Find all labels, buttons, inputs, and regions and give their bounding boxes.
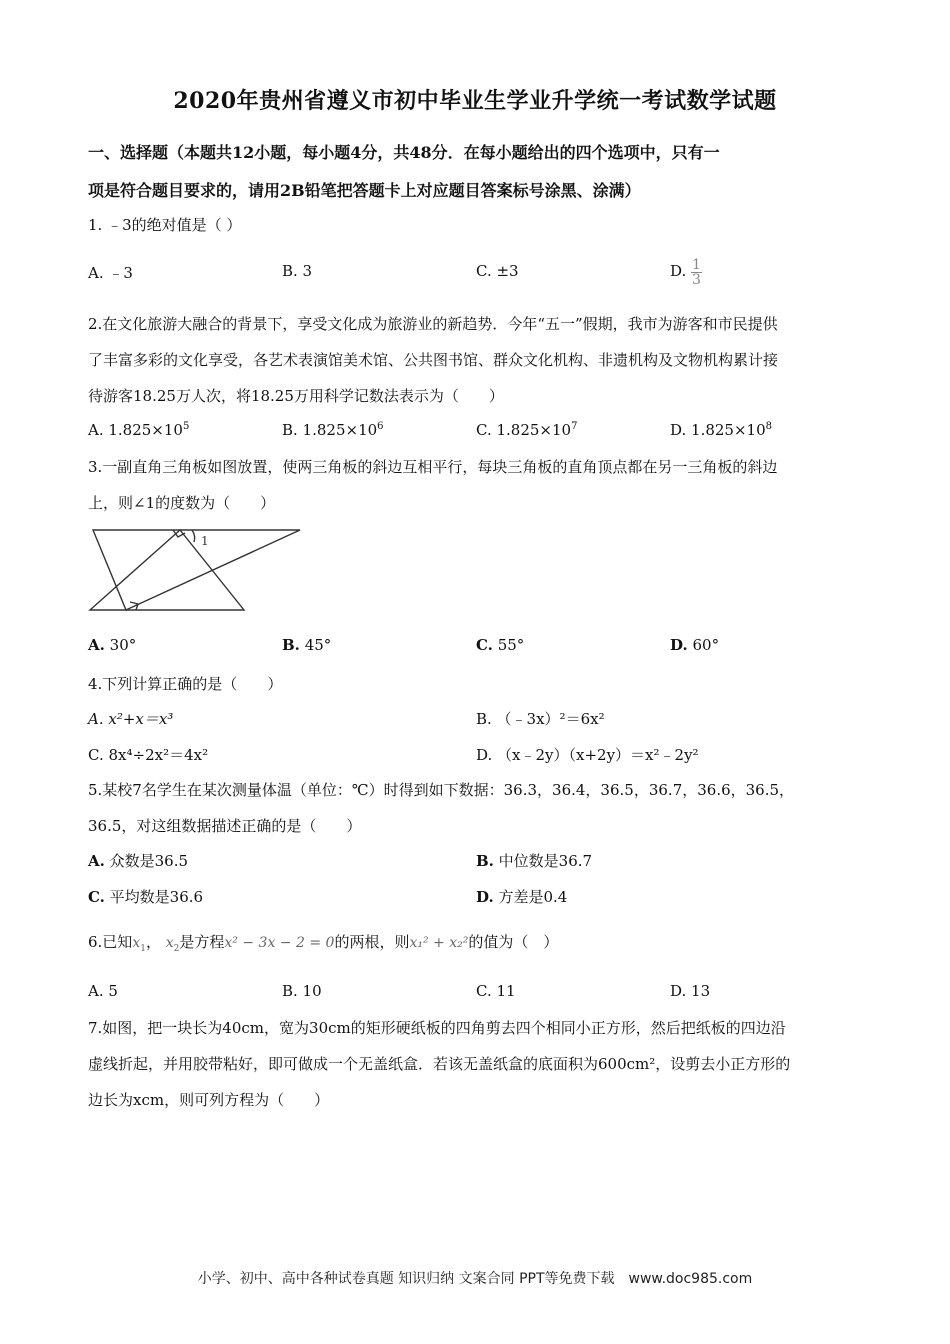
question-2-option-a	[88, 421, 189, 439]
question-3-option-a	[88, 636, 136, 654]
option-c-text: 55°	[497, 636, 525, 654]
question-1-option-d	[670, 252, 702, 287]
option-b-text: 45°	[304, 636, 332, 654]
question-5-line-1: 5.某校7名学生在某次测量体温（单位：℃）时得到如下数据：36.3，36.4，36.5，36.7，36.6，36.5，	[88, 781, 795, 799]
math-equation: x² − 3x − 2 = 0	[224, 935, 335, 951]
question-1-option-d-label: D.	[670, 262, 687, 280]
question-2-line-3: 待游客18.25万人次，将18.25万用科学记数法表示为（ ）	[88, 387, 504, 405]
section-heading	[88, 136, 868, 208]
angle-1-label: 1	[201, 534, 209, 548]
question-6-option-d: D. 13	[670, 982, 711, 1000]
q6-suffix: 的值为（ ）	[468, 933, 559, 951]
math-x1	[132, 935, 146, 954]
option-b-text: 中位数是36.7	[493, 852, 593, 870]
question-3-line-1: 3.一副直角三角板如图放置，使两三角板的斜边互相平行，每块三角板的直角顶点都在另一三角板的斜边	[88, 458, 778, 476]
question-2-option-b	[282, 421, 384, 439]
option-b-text: B. 1.825×10	[282, 421, 378, 439]
question-3-line-2: 上，则∠1的度数为（ ）	[88, 494, 276, 512]
question-5-option-b	[476, 850, 592, 871]
question-3-option-d	[670, 636, 719, 654]
option-d-text: 60°	[692, 636, 720, 654]
q6-prefix: 6.已知	[88, 933, 133, 951]
question-7-line-2: 虚线折起，并用胶带粘好，即可做成一个无盖纸盒．若该无盖纸盒的底面积为600cm²，设剪去小正方形的	[88, 1055, 791, 1073]
question-4-stem: 4.下列计算正确的是（ ）	[88, 675, 283, 693]
question-6-stem	[88, 931, 558, 954]
option-a-exponent: 5	[182, 421, 190, 432]
x1-letter: x	[132, 935, 141, 951]
section-heading-line-1: 一、选择题（本题共12小题，每小题4分，共48分．在每小题给出的四个选项中，只有一	[88, 143, 720, 162]
fraction-denominator: 3	[692, 271, 701, 288]
option-a-text: 众数是36.5	[104, 852, 189, 870]
question-5-option-d	[476, 886, 567, 907]
option-d-text: 方差是0.4	[493, 888, 568, 906]
option-b-exponent: 6	[377, 421, 384, 432]
lower-triangle-ruler	[90, 530, 244, 610]
math-x2	[165, 935, 180, 954]
option-c-letter: C.	[476, 636, 493, 654]
question-6-option-c: C. 11	[476, 982, 516, 1000]
question-1-option-b: B. 3	[282, 262, 313, 280]
triangle-rulers-figure	[88, 524, 303, 614]
option-d-letter: D.	[670, 636, 688, 654]
option-d-exponent: 8	[765, 421, 772, 432]
question-4-option-d: D. （x﹣2y）（x+2y）＝x²﹣2y²	[476, 746, 699, 764]
question-4-option-b: B. （﹣3x）²＝6x²	[476, 710, 605, 728]
option-b-letter: B.	[282, 636, 300, 654]
question-5-option-c	[88, 886, 203, 907]
question-2-line-2: 了丰富多彩的文化享受，各艺术表演馆美术馆、公共图书馆、群众文化机构、非遗机构及文物机构累计接	[88, 351, 779, 369]
question-1-stem: 1. ﹣3的绝对值是（ ）	[88, 216, 242, 234]
section-heading-line-2: 项是符合题目要求的，请用2B铅笔把答题卡上对应题目答案标号涂黑、涂满）	[88, 181, 641, 200]
option-c-text: 平均数是36.6	[104, 888, 204, 906]
page-footer: 小学、初中、高中各种试卷真题 知识归纳 文案合同 PPT等免费下载 www.doc985.com	[197, 1271, 753, 1287]
option-a-text: 30°	[109, 636, 137, 654]
question-2-line-1: 2.在文化旅游大融合的背景下，享受文化成为旅游业的新趋势．今年“五一”假期，我市为游客和市民提供	[88, 315, 778, 333]
option-a-letter: A.	[88, 852, 105, 870]
angle-1-arc	[192, 530, 195, 542]
option-a-letter: A.	[88, 636, 105, 654]
option-c-text: C. 1.825×10	[476, 421, 572, 439]
option-a-text: A. 1.825×10	[88, 421, 183, 439]
q6-middle-text: 是方程	[179, 933, 225, 951]
q6-middle-text-2: 的两根，则	[334, 933, 410, 951]
fraction-numerator: 1	[692, 256, 701, 273]
question-3-option-c	[476, 636, 524, 654]
option-d-letter: D.	[476, 888, 494, 906]
question-4-option-c: C. 8x⁴÷2x²＝4x²	[88, 746, 209, 764]
question-4-option-a: A. x²+x＝x³	[88, 710, 174, 728]
x2-letter: x	[165, 935, 174, 951]
question-7-line-3: 边长为xcm，则可列方程为（ ）	[88, 1091, 330, 1109]
page-title: 2020年贵州省遵义市初中毕业生学业升学统一考试数学试题	[173, 88, 777, 114]
question-1-option-c: C. ±3	[476, 262, 519, 280]
fraction-one-third	[691, 258, 702, 287]
option-c-exponent: 7	[571, 421, 578, 432]
question-6-option-b: B. 10	[282, 982, 322, 1000]
x2-subscript: 2	[173, 943, 180, 954]
option-c-letter: C.	[88, 888, 105, 906]
question-7-line-1: 7.如图，把一块长为40cm，宽为30cm的矩形硬纸板的四角剪去四个相同小正方形，然后把纸板的四边沿	[88, 1019, 786, 1037]
x1-subscript: 1	[140, 943, 146, 954]
question-3-option-b	[282, 636, 331, 654]
question-2-option-c	[476, 421, 577, 439]
question-5-option-a	[88, 850, 188, 871]
math-sum-of-squares: x₁² + x₂²	[409, 935, 469, 951]
q6-comma: ，	[145, 933, 161, 951]
question-6-option-a: A. 5	[88, 982, 118, 1000]
option-b-letter: B.	[476, 852, 494, 870]
question-1-option-a: A. ﹣3	[88, 264, 133, 282]
question-5-line-2: 36.5，对这组数据描述正确的是（ ）	[88, 817, 362, 835]
question-2-option-d	[670, 421, 772, 439]
upper-triangle-ruler	[93, 530, 300, 610]
option-d-text: D. 1.825×10	[670, 421, 766, 439]
